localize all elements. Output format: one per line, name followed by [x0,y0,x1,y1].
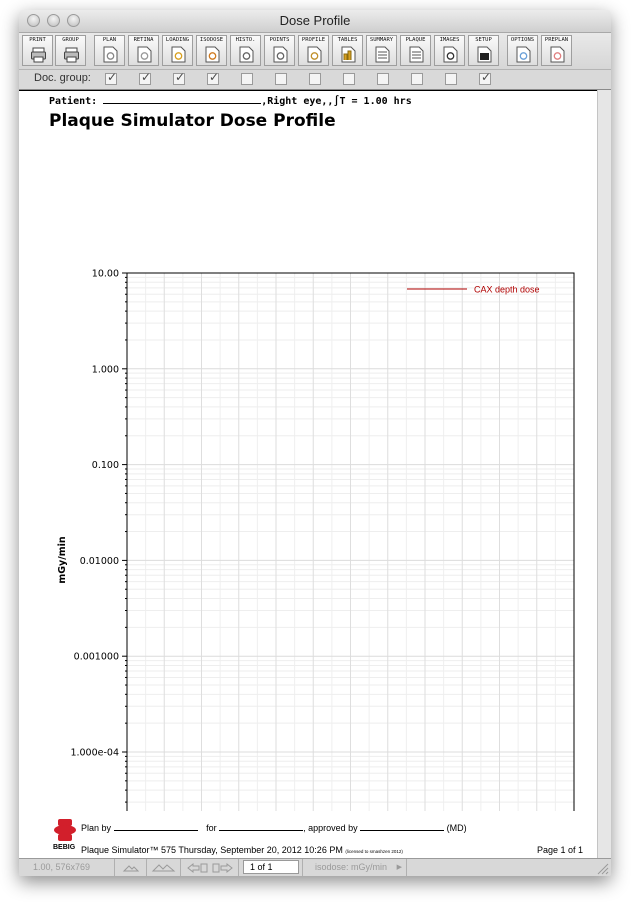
page-nav-buttons [181,859,239,876]
patient-label: Patient: [49,96,98,107]
y-tick-label: 0.100 [91,460,119,472]
points-button[interactable] [264,35,295,66]
toolbar-button-label: ISODOSE [199,37,224,43]
tables-button[interactable] [332,35,363,66]
checkmark-icon: ✓ [481,70,492,84]
y-tick-label: 10.00 [91,268,119,280]
bebig-logo [53,819,79,845]
dose-profile-chart [19,171,597,811]
doc-group-checkbox-7[interactable] [309,73,321,85]
print-group-icon [64,46,79,63]
patient-line [49,95,412,107]
toolbar-button-label: GROUP [62,37,79,43]
y-tick-label: 0.01000 [79,555,119,567]
approved-by-blank [360,822,444,831]
license-text: (licensed to smashzen 2012) [345,849,403,854]
points-icon [273,46,288,63]
loading-button[interactable] [162,35,193,66]
toolbar-button-label: SUMMARY [369,37,394,43]
setup-button[interactable] [468,35,499,66]
histogram-icon [239,46,254,63]
isodose-icon [205,46,220,63]
doc-group-label: Doc. group: [34,72,91,84]
toolbar-button-label: TABLES [337,37,358,43]
page-back-icon[interactable] [183,859,209,876]
patient-details: ,Right eye,,∫T = 1.00 hrs [261,96,412,107]
zoom-in-button[interactable] [147,859,181,876]
mountain-small-icon [115,859,147,876]
plan-icon [103,46,118,63]
zoom-out-button[interactable] [115,859,147,876]
histo-button[interactable] [230,35,261,66]
doc-group-checkbox-11[interactable] [445,73,457,85]
y-tick-label: 0.001000 [73,651,119,663]
doc-group-checkbox-9[interactable] [377,73,389,85]
plan-button[interactable] [94,35,125,66]
for-label: for [206,823,217,833]
bebig-logo-text: BEBIG [53,844,76,851]
page-field[interactable]: 1 of 1 [243,860,299,874]
doc-group-checkbox-3[interactable] [173,70,186,85]
page-number: Page 1 of 1 [537,845,584,855]
toolbar-button-label: SETUP [475,37,492,43]
images-icon [443,46,458,63]
doc-group-checkbox-5[interactable] [241,73,253,85]
preplan-icon [550,46,565,63]
doc-group-checkbox-4[interactable] [207,70,220,85]
summary-button[interactable] [366,35,397,66]
preplan-button[interactable] [541,35,572,66]
images-button[interactable] [434,35,465,66]
doc-group-checkbox-2[interactable] [139,70,152,85]
doc-group-checkbox-10[interactable] [411,73,423,85]
plaque-icon [409,46,424,63]
print-button[interactable] [22,35,53,66]
page-field-container [239,859,303,876]
software-version-date: Plaque Simulator™ 575 Thursday, September 20, 2012 10:26 PM [81,845,343,855]
status-bar [19,858,611,876]
profile-icon [307,46,322,63]
zoom-readout: 1.00, 576x769 [19,859,115,876]
approved-by-label: , approved by [303,823,358,833]
checkmark-icon: ✓ [175,70,186,84]
plan-by-blank [114,822,198,831]
toolbar-button-label: PLAQUE [405,37,426,43]
group-button[interactable] [55,35,86,66]
y-tick-label: 1.000e-04 [70,747,119,759]
window-title: Dose Profile [279,13,351,28]
toolbar-button-label: PROFILE [301,37,326,43]
title-bar[interactable] [19,10,611,33]
retina-icon [137,46,152,63]
loading-icon [171,46,186,63]
toolbar-button-label: OPTIONS [510,37,535,43]
checkmark-icon: ✓ [107,70,118,84]
toolbar-button-label: PREPLAN [544,37,569,43]
plan-by-label: Plan by [81,823,112,833]
tables-icon [341,46,356,63]
software-line [81,845,403,855]
toolbar-button-label: RETINA [133,37,154,43]
units-label: isodose: mGy/min [315,862,388,872]
toolbar [19,33,611,70]
patient-name-blank [103,95,261,104]
profile-button[interactable] [298,35,329,66]
resize-grip-icon[interactable] [595,861,609,875]
doc-group-checkbox-6[interactable] [275,73,287,85]
checkmark-icon: ✓ [209,70,220,84]
y-axis-label: mGy/min [57,536,68,584]
popup-arrow-icon: ▶ [396,864,402,871]
toolbar-button-label: PRINT [29,37,46,43]
y-tick-label: 1.000 [91,364,119,376]
isodose-button[interactable] [196,35,227,66]
checkmark-icon: ✓ [141,70,152,84]
doc-group-bar [19,70,611,90]
doc-group-checkbox-1[interactable] [105,70,118,85]
toolbar-button-label: HISTO. [235,37,256,43]
toolbar-button-label: POINTS [269,37,290,43]
options-button[interactable] [507,35,538,66]
doc-group-checkbox-12[interactable] [479,70,492,85]
doc-group-checkbox-8[interactable] [343,73,355,85]
toolbar-button-label: PLAN [102,37,117,43]
vertical-scrollbar[interactable] [597,90,611,858]
units-popup[interactable] [303,859,407,876]
summary-icon [375,46,390,63]
retina-button[interactable] [128,35,159,66]
report-title: Plaque Simulator Dose Profile [49,111,336,131]
for-blank [219,822,303,831]
toolbar-button-label: IMAGES [439,37,460,43]
plaque-button[interactable] [400,35,431,66]
report-page [19,90,597,859]
legend-label-cax-depth-dose: CAX depth dose [474,284,540,295]
toolbar-button-label: LOADING [165,37,190,43]
page-forward-icon[interactable] [211,859,237,876]
options-icon [516,46,531,63]
dose-profile-window [19,10,611,876]
plan-signature-line [81,822,467,833]
md-label: (MD) [446,823,467,833]
mountain-large-icon [147,859,181,876]
setup-icon [477,46,492,63]
print-icon [31,46,46,63]
